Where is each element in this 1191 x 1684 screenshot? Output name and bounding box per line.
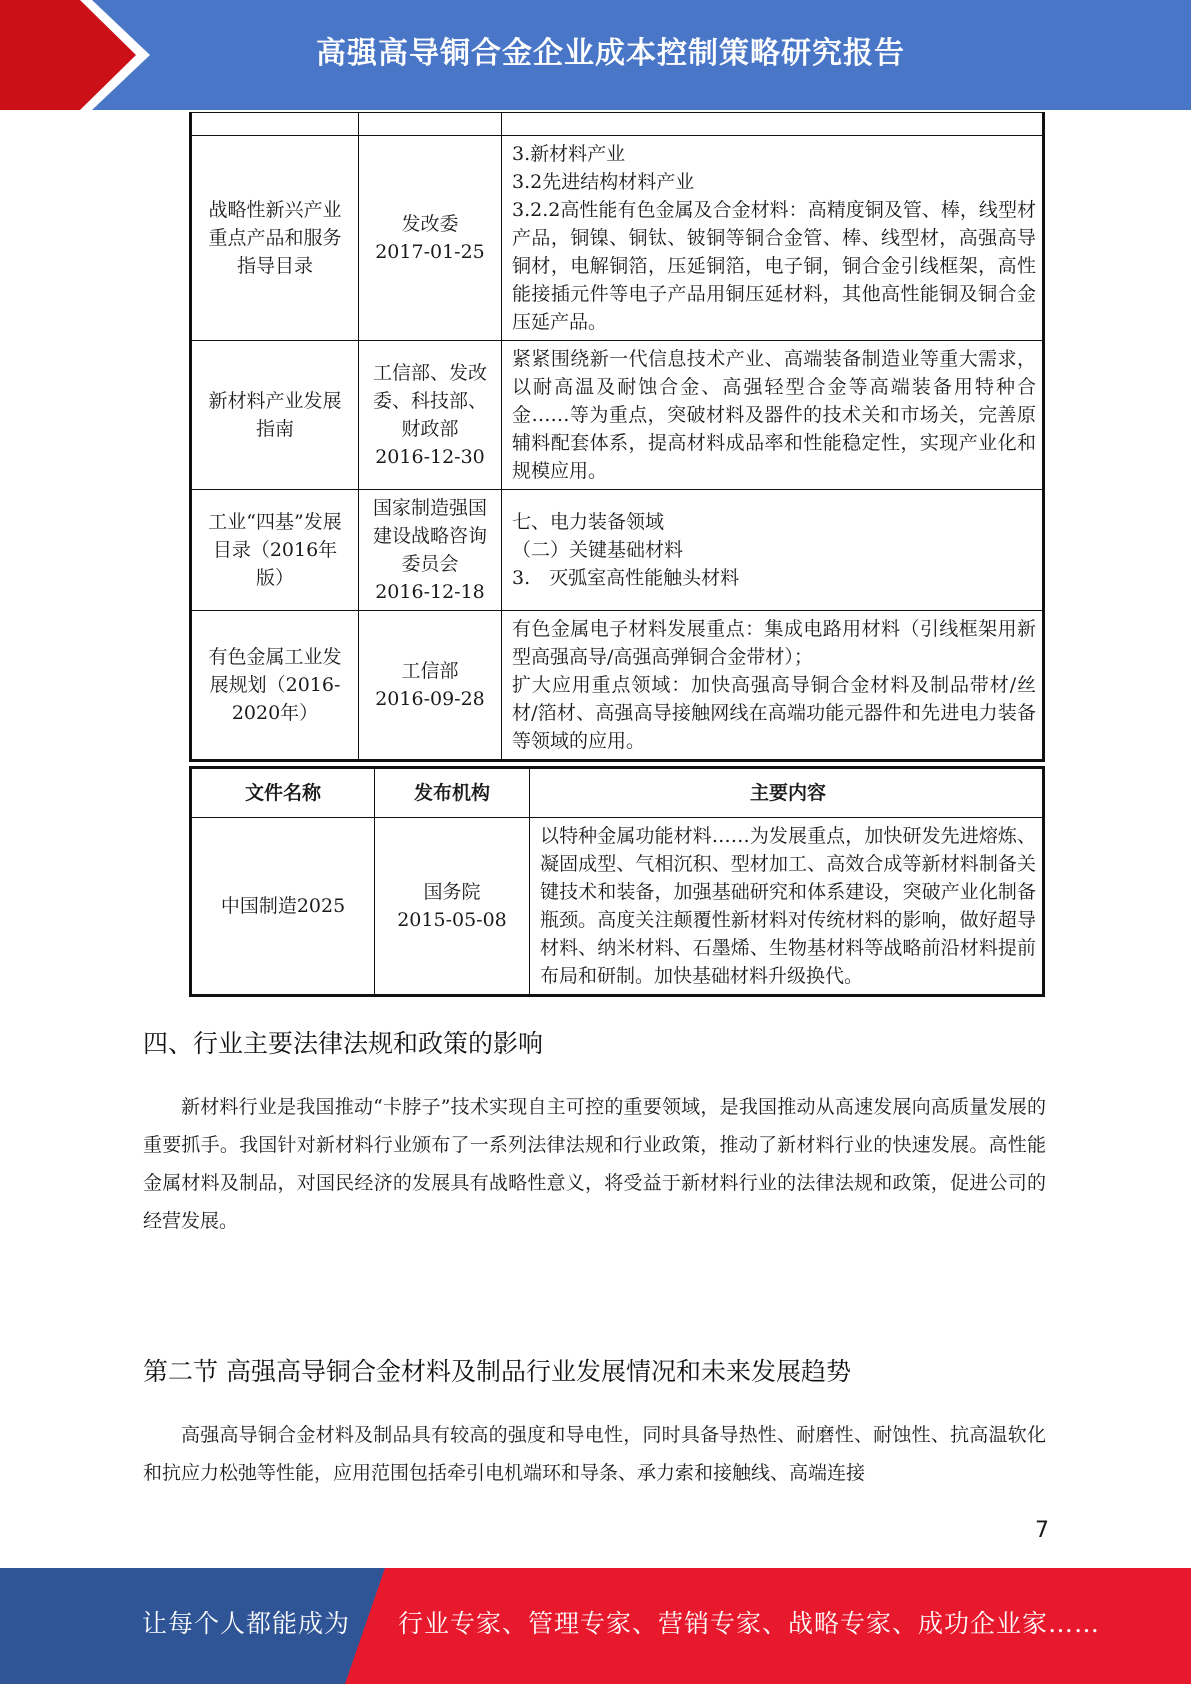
policy-table — [189, 766, 1045, 997]
doc-name-cell: 中国制造2025 — [191, 818, 375, 996]
section-heading: 四、行业主要法律法规和政策的影响 — [143, 1029, 544, 1058]
chapter-heading: 第二节 高强高导铜合金材料及制品行业发展情况和未来发展趋势 — [143, 1357, 851, 1386]
doc-name-cell: 战略性新兴产业重点产品和服务指导目录 — [191, 136, 359, 341]
table-header-row — [191, 768, 1044, 818]
org-cell: 工信部 2016-09-28 — [359, 611, 502, 761]
org-cell: 工信部、发改委、科技部、财政部 2016-12-30 — [359, 341, 502, 490]
chapter-paragraph: 高强高导铜合金材料及制品具有较高的强度和导电性，同时具备导热性、耐磨性、耐蚀性、抗高温软化和抗应力松弛等性能，应用范围包括牵引电机端环和导条、承力索和接触线、高端连接 — [143, 1424, 1046, 1484]
doc-name-cell: 新材料产业发展指南 — [191, 341, 359, 490]
table-row — [191, 818, 1044, 996]
page-footer — [0, 1568, 1191, 1684]
org-cell: 国务院 2015-05-08 — [375, 818, 530, 996]
footer-slogan-right: 行业专家、管理专家、营销专家、战略专家、成功企业家…… — [398, 1609, 1101, 1638]
doc-name-cell: 有色金属工业发展规划（2016-2020年） — [191, 611, 359, 761]
column-header: 主要内容 — [530, 768, 1044, 818]
content-cell: 七、电力装备领域 （二）关键基础材料 3. 灭弧室高性能触头材料 — [502, 490, 1044, 611]
doc-name-cell: 工业“四基”发展目录（2016年版） — [191, 490, 359, 611]
org-cell: 国家制造强国建设战略咨询委员会 2016-12-18 — [359, 490, 502, 611]
content-cell: 紧紧围绕新一代信息技术产业、高端装备制造业等重大需求，以耐高温及耐蚀合金、高强轻型合金等高端装备用特种合金……等为重点，突破材料及器件的技术关和市场关，完善原辅料配套体系，提高材料成品率和性能稳定性，实现产业化和规模应用。 — [502, 341, 1044, 490]
column-header: 发布机构 — [375, 768, 530, 818]
content-cell: 以特种金属功能材料……为发展重点，加快研发先进熔炼、凝固成型、气相沉积、型材加工、高效合成等新材料制备关键技术和装备，加强基础研究和体系建设，突破产业化制备瓶颈。高度关注颠覆性新材料对传统材料的影响，做好超导材料、纳米材料、石墨烯、生物基材料等战略前沿材料提前布局和研制。加快基础材料升级换代。 — [530, 818, 1044, 996]
section-paragraph: 新材料行业是我国推动“卡脖子”技术实现自主可控的重要领域，是我国推动从高速发展向高质量发展的重要抓手。我国针对新材料行业颁布了一系列法律法规和行业政策，推动了新材料行业的快速发展。高性能金属材料及制品，对国民经济的发展具有战略性意义，将受益于新材料行业的法律法规和政策，促进公司的经营发展。 — [143, 1096, 1046, 1232]
table-row — [191, 611, 1044, 761]
table-row — [191, 341, 1044, 490]
column-header: 文件名称 — [191, 768, 375, 818]
content-cell: 3.新材料产业 3.2先进结构材料产业 3.2.2高性能有色金属及合金材料：高精度铜及管、棒，线型材产品，铜镍、铜钛、铍铜等铜合金管、棒、线型材，高强高导铜材，电解铜箔，压延铜箔，电子铜，铜合金引线框架，高性能接插元件等电子产品用铜压延材料，其他高性能铜及铜合金压延产品。 — [502, 136, 1044, 341]
policy-table-continued — [189, 112, 1045, 762]
page-number: 7 — [1035, 1518, 1049, 1543]
page-header — [0, 0, 1191, 110]
table-row — [191, 490, 1044, 611]
footer-slogan-left: 让每个人都能成为 — [142, 1609, 351, 1638]
content-cell: 有色金属电子材料发展重点：集成电路用材料（引线框架用新型高强高导/高强高弹铜合金带材）； 扩大应用重点领域：加快高强高导铜合金材料及制品带材/丝材/箔材、高强高导接触网线在高端功能元器件和先进电力装备等领域的应用。 — [502, 611, 1044, 761]
table-row-cut — [191, 113, 1044, 136]
header-chevron-graphic — [0, 0, 160, 110]
org-cell: 发改委 2017-01-25 — [359, 136, 502, 341]
table-row — [191, 136, 1044, 341]
report-title: 高强高导铜合金企业成本控制策略研究报告 — [316, 36, 905, 71]
